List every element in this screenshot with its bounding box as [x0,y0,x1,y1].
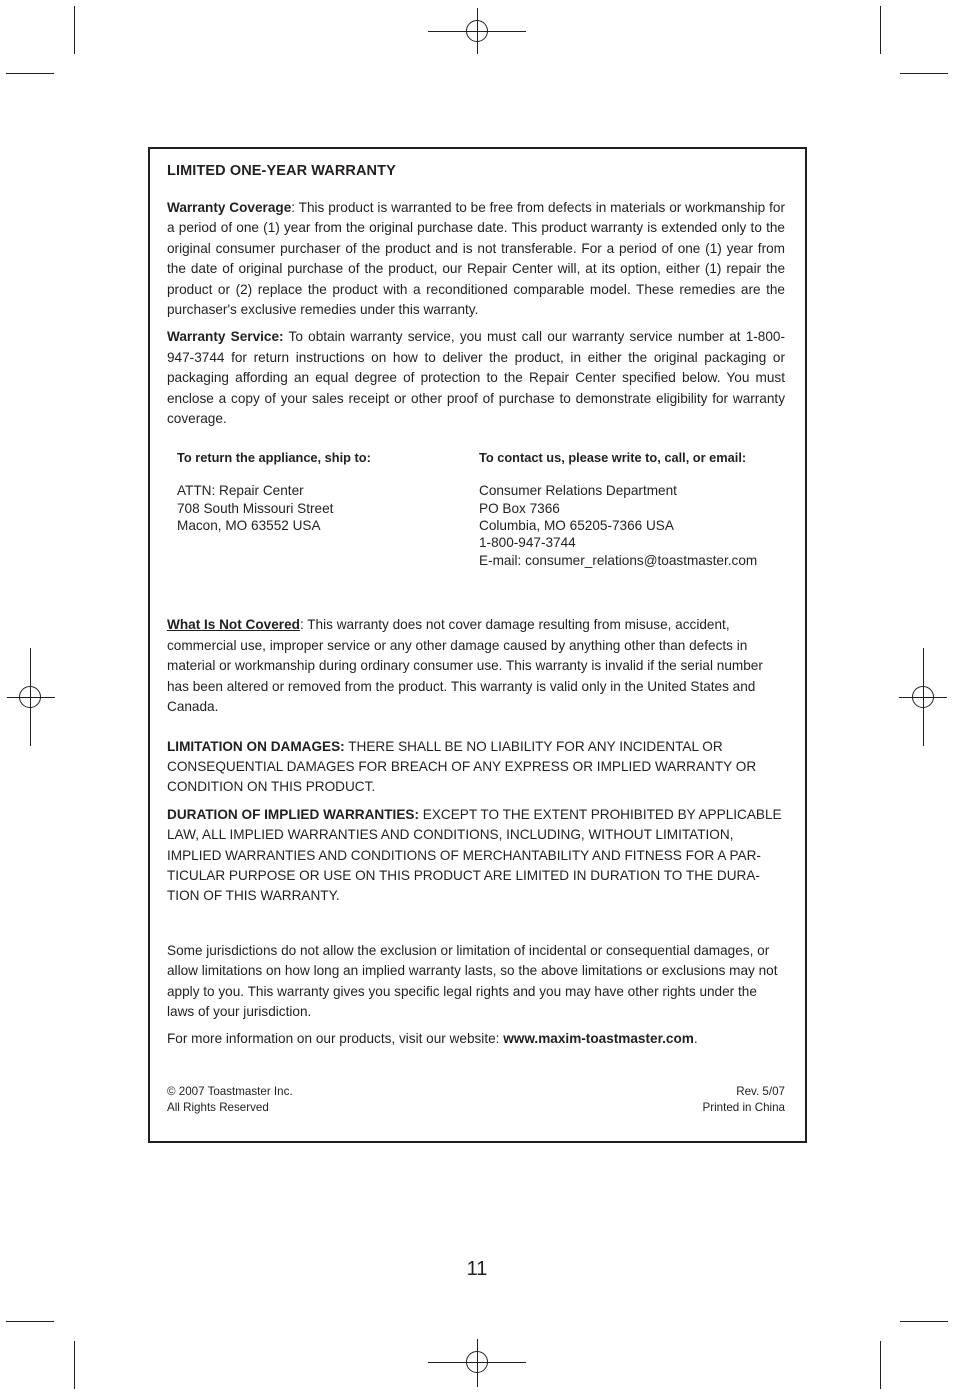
warranty-service-paragraph [167,327,785,429]
warranty-service-label: Warranty Service: [167,329,284,345]
jurisdictions-paragraph: Some jurisdictions do not allow the exclusion or limitation of incidental or consequential damages, or allow limitations on how long an implied warranty lasts, so the above limitations or exclusions may not apply to you. This warranty gives you specific legal rights and you may have other rights under the laws of your jurisdiction. [167,942,778,1019]
warranty-coverage-text: : This product is warranted to be free from defects in materials or workmanship for a period of one (1) year from the original purchase date. This product warranty is extended only to the original consumer purchaser of the product and is not transferable. For a period of one (1) year from the date of original purchase of the product, our Repair Center will, at its option, either (1) repair the product or (2) replace the product with a reconditioned comparable model. These remedies are the purchaser's exclusive remedies under this warranty. [167,200,785,318]
printed-text: Printed in China [702,1101,785,1114]
page-number: 11 [466,1258,488,1280]
revision-text: Rev. 5/07 [736,1085,785,1098]
website-link[interactable]: www.maxim-toastmaster.com [503,1031,694,1047]
duration-label: DURATION OF IMPLIED WARRANTIES: [167,806,419,822]
revision-block [703,1084,786,1116]
ship-to-line: 708 South Missouri Street [177,500,334,516]
ship-to-line: Macon, MO 63552 USA [177,518,321,534]
website-text: For more information on our products, visit our website: [167,1031,504,1047]
contact-line: Consumer Relations Department [479,483,677,499]
contact-address [479,449,789,568]
limitation-label: LIMITATION ON DAMAGES: [167,738,345,754]
website-end: . [693,1031,698,1047]
duration-paragraph [167,805,785,907]
contact-email: E-mail: consumer_relations@toastmaster.com [479,552,758,568]
not-covered-text: : This warranty does not cover damage resulting from misuse, accident, commercial use, improper service or any other damage caused by anything other than defects in material or workmanship during ordinary consumer use. This warranty is invalid if the serial number has been altered or removed from the product. This warranty is valid only in the United States and Canada. [167,617,763,715]
warranty-box [148,147,807,1143]
contact-heading: To contact us, please write to, call, or email: [479,450,747,466]
limitation-text: THERE SHALL BE NO LIABILITY FOR ANY INCIDENTAL OR CONSEQUENTIAL DAMAGES FOR BREACH OF ANY EXPRESS OR IMPLIED WARRANTY OR CONDITION ON THIS PRODUCT. [167,738,757,795]
warranty-coverage-paragraph [167,198,785,320]
rights-text: All Rights Reserved [167,1101,269,1114]
contact-line: PO Box 7366 [479,500,560,516]
warranty-coverage-label: Warranty Coverage [167,200,292,215]
limitation-paragraph [167,737,785,798]
warranty-service-text: To obtain warranty service, you must call our warranty service number at 1-800-947-3744 for return instructions on how to deliver the product, in either the original packaging or packaging affording an equal degree of protection to the Repair Center specified below. You must enclose a copy of your sales receipt or other proof of purchase to demonstrate eligibility for warranty coverage. [167,329,785,427]
address-block [167,449,785,611]
website-paragraph [167,1029,785,1049]
not-covered-label: What Is Not Covered [167,617,300,633]
contact-phone: 1-800-947-3744 [479,535,576,551]
contact-line: Columbia, MO 65205-7366 USA [479,518,674,534]
copyright-block [167,1084,293,1116]
ship-to-line: ATTN: Repair Center [177,483,304,499]
copyright-text: © 2007 Toastmaster Inc. [167,1085,293,1098]
ship-to-address [177,449,467,534]
duration-text: EXCEPT TO THE EXTENT PROHIBITED BY APPLICABLE LAW, ALL IMPLIED WARRANTIES AND CONDITIONS, INCLUDING, WITHOUT LIMITATION, IMPLIED WARRANTIES AND CONDITIONS OF MERCHANTABILITY AND FITNESS FOR A PARTICULAR PURPOSE OR USE ON THIS PRODUCT ARE LIMITED IN DURATION TO THE DURATION OF THIS WARRANTY. [167,806,782,904]
not-covered-paragraph [167,615,785,717]
warranty-title: LIMITED ONE-YEAR WARRANTY [167,163,396,179]
ship-to-heading: To return the appliance, ship to: [177,450,371,466]
warranty-content [167,163,785,1050]
